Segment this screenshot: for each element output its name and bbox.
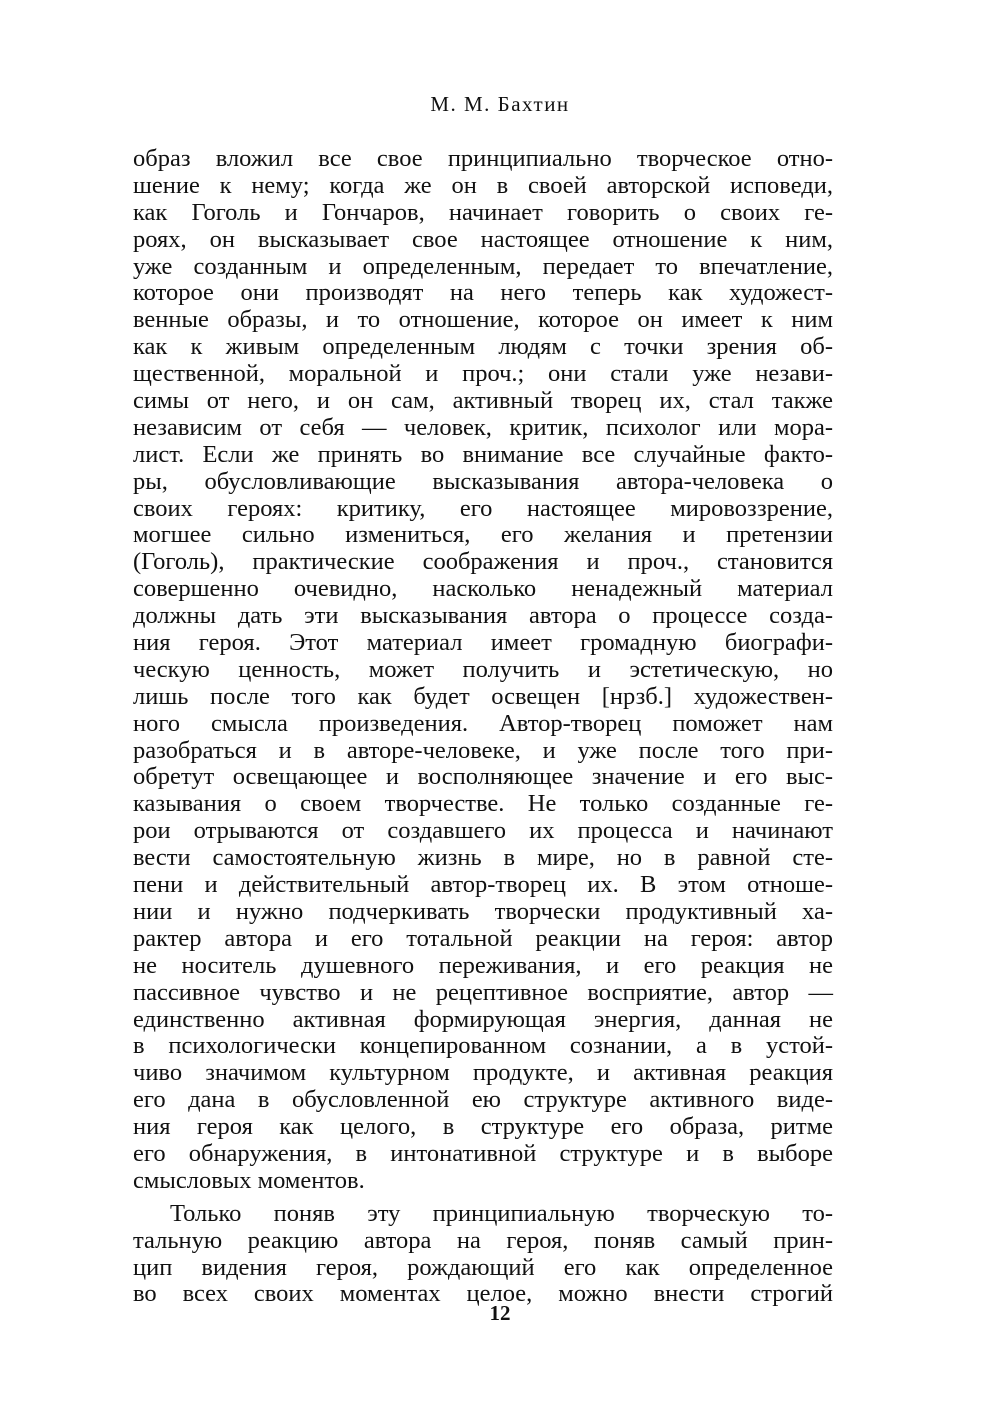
text-line: венные образы, и то отношение, которое он имеет к ним [133,306,833,334]
text-line: в психологически концепированном сознании, а в устой- [133,1032,833,1060]
running-head: М. М. Бахтин [430,92,570,116]
text-line: (Гоголь), практические соображения и проч., становится [133,548,833,576]
text-line: уже созданным и определенным, передает то впечатление, [133,252,833,280]
text-line: могшее сильно измениться, его желания и претензии [133,521,833,549]
body-text [133,146,833,1308]
text-line: совершенно очевидно, насколько ненадежный материал [133,575,833,603]
text-line: обретут освещающее и восполняющее значение и его выс- [133,763,833,791]
text-line: чиво значимом культурном продукте, и активная реакция [133,1059,833,1087]
text-line: его дана в обусловленной ею структуре активного виде- [133,1086,833,1114]
text-line: разобраться и в авторе-человеке, и уже после того при- [133,736,833,764]
text-line: тальную реакцию автора на героя, поняв самый прин- [133,1226,833,1254]
text-line: его обнаружения, в интонативной структуре и в выборе [133,1139,833,1167]
text-line: ния героя. Этот материал имеет громадную биографи- [133,629,833,657]
text-line: ры, обусловливающие высказывания автора-человека о [133,467,833,495]
text-line: ния героя как целого, в структуре его образа, ритме [133,1113,833,1141]
text-line: как Гоголь и Гончаров, начинает говорить о своих ге- [133,198,833,226]
text-line: образ вложил все свое принципиально творческое отно- [133,145,833,172]
text-line: не носитель душевного переживания, и его реакция не [133,951,833,979]
text-line: ного смысла произведения. Автор-творец поможет нам [133,709,833,737]
page-number: 12 [489,1301,511,1325]
paragraph [133,146,833,1195]
text-line: смысловых моментов. [133,1166,365,1194]
text-line: роях, он высказывает свое настоящее отношение к ним, [133,225,833,253]
text-line: казывания о своем творчестве. Не только созданные ге- [133,790,833,818]
text-line: Только поняв эту принципиальную творческую то- [170,1199,833,1227]
text-line: шение к нему; когда же он в своей авторской исповеди, [133,171,833,199]
text-line: которое они производят на него теперь как художест- [133,279,833,307]
text-line: лишь после того как будет освещен [нрзб.] художествен- [133,682,833,710]
text-line: должны дать эти высказывания автора о процессе созда- [133,602,833,630]
text-line: цип видения героя, рождающий его как определенное [133,1253,833,1281]
text-line: вести самостоятельную жизнь в мире, но в равной сте- [133,844,833,872]
text-line: нии и нужно подчеркивать творчески продуктивный ха- [133,897,833,925]
text-line: рактер автора и его тотальной реакции на героя: автор [133,924,833,952]
text-line: во всех своих моментах целое, можно внести строгий [133,1280,833,1308]
text-line: как к живым определенным людям с точки зрения об- [133,333,833,361]
text-line: пассивное чувство и не рецептивное восприятие, автор — [133,978,833,1006]
text-line: ческую ценность, может получить и эстетическую, но [133,655,833,683]
text-line: своих героях: критику, его настоящее мировоззрение, [133,494,833,522]
text-line: симы от него, и он сам, активный творец их, стал также [133,387,833,415]
text-line: щественной, моральной и проч.; они стали уже незави- [133,360,833,388]
text-line: лист. Если же принять во внимание все случайные факто- [133,440,833,468]
text-line: единственно активная формирующая энергия, данная не [133,1005,833,1033]
text-line: независим от себя — человек, критик, психолог или мора- [133,413,833,441]
text-line: рои отрываются от создавшего их процесса и начинают [133,817,833,845]
paragraph [133,1201,833,1309]
text-line: пени и действительный автор-творец их. В этом отноше- [133,871,833,899]
